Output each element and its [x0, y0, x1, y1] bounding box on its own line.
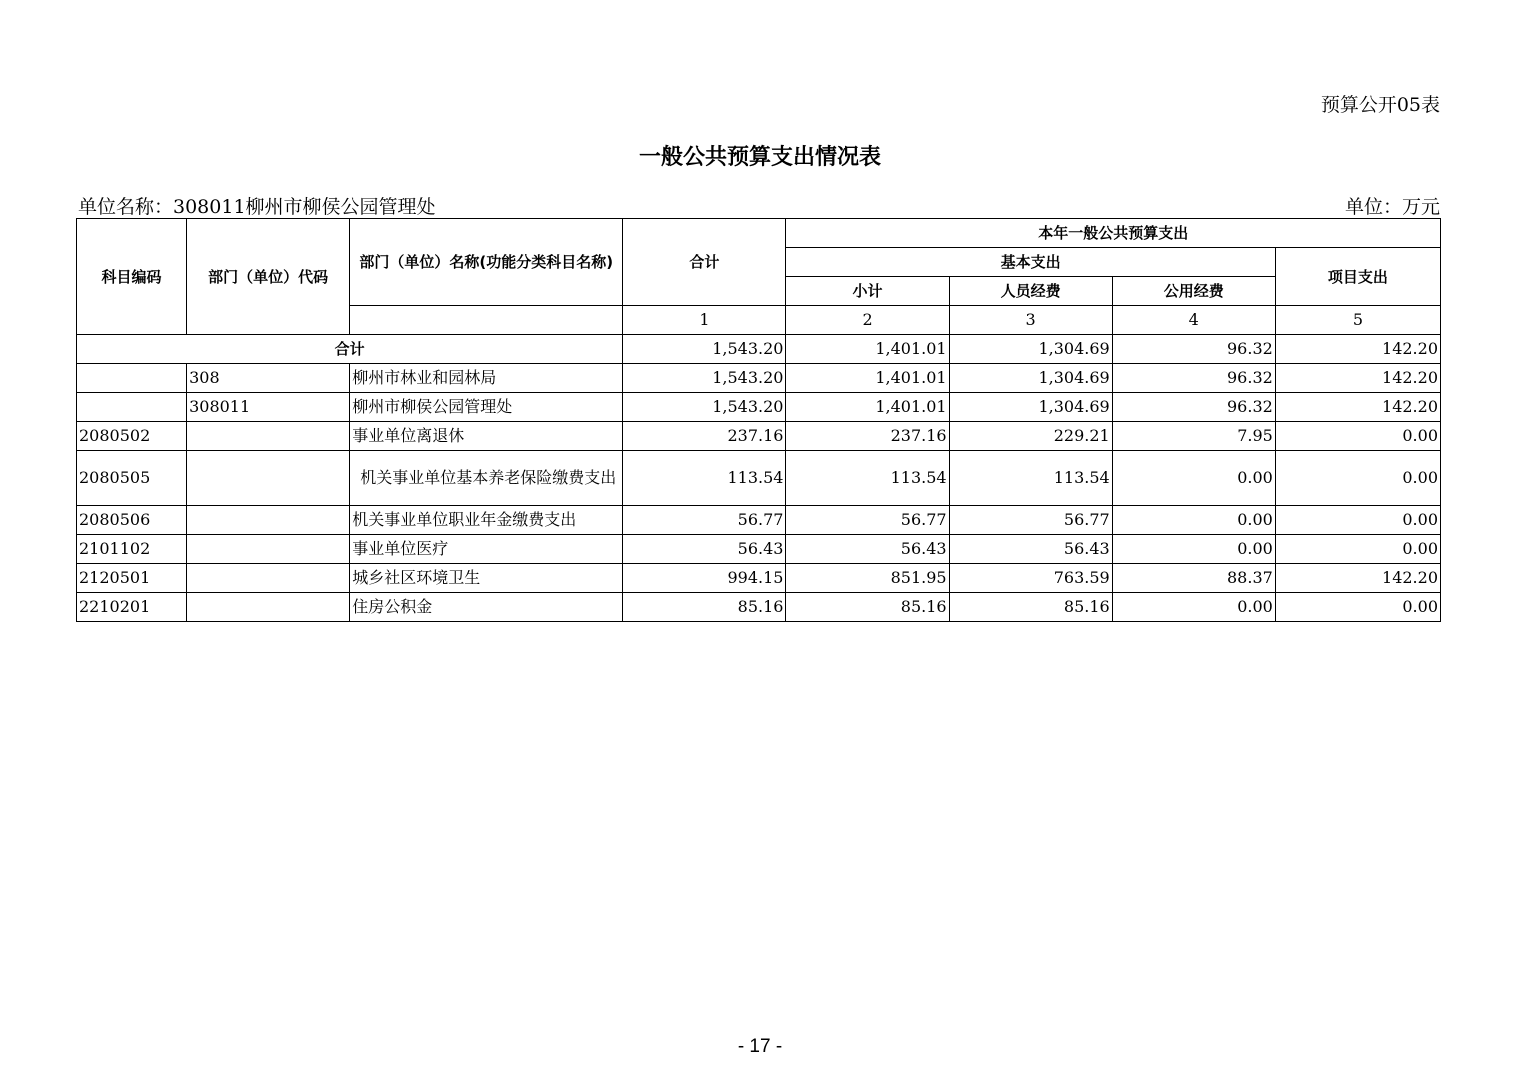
unit-of-measure: 单位：万元 — [1344, 196, 1440, 218]
header-personnel: 人员经费 — [949, 277, 1112, 306]
page-title: 一般公共预算支出情况表 — [638, 145, 881, 170]
row-project: 0.00 — [1275, 535, 1440, 564]
row-code: 2080502 — [77, 422, 187, 451]
row-public: 7.95 — [1112, 422, 1275, 451]
row-dept — [187, 535, 350, 564]
row-public: 88.37 — [1112, 564, 1275, 593]
row-public: 96.32 — [1112, 393, 1275, 422]
row-project: 142.20 — [1275, 393, 1440, 422]
row-name: 柳州市柳侯公园管理处 — [350, 393, 623, 422]
row-total: 56.43 — [623, 535, 786, 564]
table-row — [77, 393, 1441, 422]
row-public: 96.32 — [1112, 364, 1275, 393]
row-total: 85.16 — [623, 593, 786, 622]
total-row — [77, 335, 1441, 364]
total-label: 合计 — [77, 335, 623, 364]
header-project: 项目支出 — [1275, 248, 1440, 306]
row-dept: 308 — [187, 364, 350, 393]
row-total: 237.16 — [623, 422, 786, 451]
row-dept — [187, 451, 350, 506]
row-public: 0.00 — [1112, 535, 1275, 564]
row-code: 2210201 — [77, 593, 187, 622]
row-project: 0.00 — [1275, 451, 1440, 506]
header-col-blank — [350, 306, 623, 335]
row-code: 2101102 — [77, 535, 187, 564]
row-project: 0.00 — [1275, 593, 1440, 622]
row-public: 0.00 — [1112, 506, 1275, 535]
header-dept-code: 部门（单位）代码 — [187, 219, 350, 335]
row-project: 142.20 — [1275, 364, 1440, 393]
row-name: 柳州市林业和园林局 — [350, 364, 623, 393]
unit-name: 单位名称：308011柳州市柳侯公园管理处 — [78, 196, 436, 218]
total-total: 1,543.20 — [623, 335, 786, 364]
row-subtotal: 113.54 — [786, 451, 949, 506]
row-total: 56.77 — [623, 506, 786, 535]
row-name: 城乡社区环境卫生 — [350, 564, 623, 593]
row-personnel: 1,304.69 — [949, 393, 1112, 422]
row-name: 事业单位离退休 — [350, 422, 623, 451]
table-row — [77, 593, 1441, 622]
row-code — [77, 364, 187, 393]
row-personnel: 85.16 — [949, 593, 1112, 622]
table-row — [77, 535, 1441, 564]
row-subtotal: 237.16 — [786, 422, 949, 451]
header-col-2: 2 — [786, 306, 949, 335]
form-number: 预算公开05表 — [1320, 94, 1440, 116]
unit-info-row — [78, 192, 1440, 219]
row-subtotal: 1,401.01 — [786, 393, 949, 422]
table-row — [77, 506, 1441, 535]
row-code: 2080505 — [77, 451, 187, 506]
header-col-3: 3 — [949, 306, 1112, 335]
header-basic: 基本支出 — [786, 248, 1275, 277]
row-code: 2120501 — [77, 564, 187, 593]
header-col-4: 4 — [1112, 306, 1275, 335]
row-name: 住房公积金 — [350, 593, 623, 622]
header-code: 科目编码 — [77, 219, 187, 335]
row-code — [77, 393, 187, 422]
header-subtotal: 小计 — [786, 277, 949, 306]
table-row — [77, 451, 1441, 506]
header-total: 合计 — [623, 219, 786, 306]
row-dept — [187, 422, 350, 451]
table-row — [77, 422, 1441, 451]
row-total: 1,543.20 — [623, 364, 786, 393]
row-personnel: 229.21 — [949, 422, 1112, 451]
row-personnel: 56.77 — [949, 506, 1112, 535]
row-personnel: 1,304.69 — [949, 364, 1112, 393]
row-project: 0.00 — [1275, 422, 1440, 451]
row-subtotal: 56.43 — [786, 535, 949, 564]
row-name: 机关事业单位职业年金缴费支出 — [350, 506, 623, 535]
row-name: 事业单位医疗 — [350, 535, 623, 564]
row-name: 机关事业单位基本养老保险缴费支出 — [350, 451, 623, 506]
row-subtotal: 851.95 — [786, 564, 949, 593]
row-personnel: 113.54 — [949, 451, 1112, 506]
budget-table — [76, 218, 1441, 622]
row-public: 0.00 — [1112, 593, 1275, 622]
total-public: 96.32 — [1112, 335, 1275, 364]
row-code: 2080506 — [77, 506, 187, 535]
page-number: - 17 - — [737, 1036, 783, 1057]
header-public: 公用经费 — [1112, 277, 1275, 306]
row-total: 113.54 — [623, 451, 786, 506]
row-dept — [187, 506, 350, 535]
row-personnel: 56.43 — [949, 535, 1112, 564]
total-personnel: 1,304.69 — [949, 335, 1112, 364]
row-personnel: 763.59 — [949, 564, 1112, 593]
row-total: 1,543.20 — [623, 393, 786, 422]
row-subtotal: 1,401.01 — [786, 364, 949, 393]
row-dept — [187, 564, 350, 593]
total-project: 142.20 — [1275, 335, 1440, 364]
row-public: 0.00 — [1112, 451, 1275, 506]
total-subtotal: 1,401.01 — [786, 335, 949, 364]
row-project: 0.00 — [1275, 506, 1440, 535]
header-current-year: 本年一般公共预算支出 — [786, 219, 1441, 248]
header-dept-name: 部门（单位）名称(功能分类科目名称) — [350, 219, 623, 306]
header-col-1: 1 — [623, 306, 786, 335]
header-col-5: 5 — [1275, 306, 1440, 335]
row-subtotal: 56.77 — [786, 506, 949, 535]
row-subtotal: 85.16 — [786, 593, 949, 622]
row-total: 994.15 — [623, 564, 786, 593]
row-dept — [187, 593, 350, 622]
table-row — [77, 364, 1441, 393]
table-row — [77, 564, 1441, 593]
row-dept: 308011 — [187, 393, 350, 422]
row-project: 142.20 — [1275, 564, 1440, 593]
